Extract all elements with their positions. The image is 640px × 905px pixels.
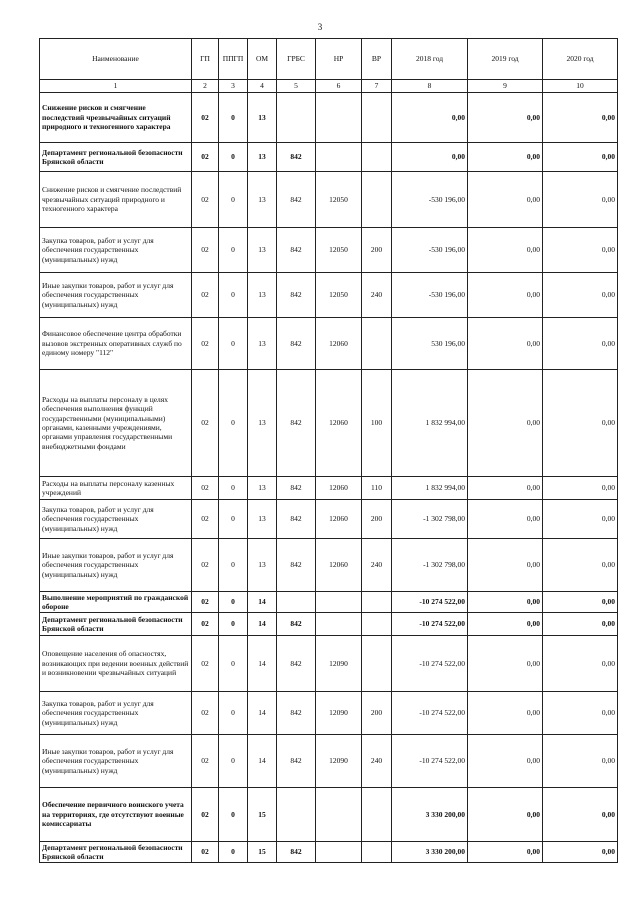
cell-vr: [362, 93, 392, 143]
cell-nr: 12060: [316, 539, 362, 592]
cell-om: 13: [248, 93, 277, 143]
cell-grbs: 842: [277, 318, 316, 370]
cell-om: 13: [248, 228, 277, 273]
cell-y2018: -10 274 522,00: [392, 692, 468, 735]
budget-table: [39, 38, 618, 863]
table-row: [40, 370, 618, 477]
cell-grbs: 842: [277, 500, 316, 539]
cell-y2018: -10 274 522,00: [392, 735, 468, 788]
table-row: [40, 477, 618, 500]
cell-om: 13: [248, 539, 277, 592]
cell-grbs: 842: [277, 636, 316, 692]
cell-y2020: 0,00: [543, 613, 618, 636]
cell-vr: [362, 318, 392, 370]
cell-vr: 200: [362, 500, 392, 539]
header-vr: ВР: [362, 39, 392, 80]
cell-name: Выполнение мероприятий по гражданской обороне: [40, 592, 192, 613]
cell-y2018: 3 330 200,00: [392, 788, 468, 842]
cell-name: Оповещение населения об опасностях, возникающих при ведении военных действий и возникновении чрезвычайных ситуаций: [40, 636, 192, 692]
cell-grbs: [277, 788, 316, 842]
page-number: 3: [317, 22, 323, 32]
cell-y2020: 0,00: [543, 539, 618, 592]
header-grbs: ГРБС: [277, 39, 316, 80]
cell-ppgp: 0: [219, 228, 248, 273]
cell-y2020: 0,00: [543, 735, 618, 788]
cell-y2018: -1 302 798,00: [392, 500, 468, 539]
cell-y2019: 0,00: [468, 613, 543, 636]
cell-grbs: 842: [277, 228, 316, 273]
cell-y2018: -10 274 522,00: [392, 613, 468, 636]
cell-om: 13: [248, 477, 277, 500]
table-row: [40, 539, 618, 592]
cell-y2020: 0,00: [543, 143, 618, 172]
cell-y2019: 0,00: [468, 539, 543, 592]
cell-nr: [316, 592, 362, 613]
cell-grbs: 842: [277, 735, 316, 788]
cell-name: Обеспечение первичного воинского учета на территориях, где отсутствуют военные комиссариаты: [40, 788, 192, 842]
cell-y2018: 1 832 994,00: [392, 477, 468, 500]
cell-gp: 02: [192, 172, 219, 228]
cell-y2019: 0,00: [468, 842, 543, 863]
cell-ppgp: 0: [219, 788, 248, 842]
cell-y2020: 0,00: [543, 172, 618, 228]
cell-name: Иные закупки товаров, работ и услуг для обеспечения государственных (муниципальных) нужд: [40, 273, 192, 318]
table-row: [40, 692, 618, 735]
header-row: [40, 39, 618, 80]
column-number: 1: [40, 80, 192, 93]
cell-grbs: 842: [277, 273, 316, 318]
cell-y2019: 0,00: [468, 273, 543, 318]
cell-vr: 240: [362, 539, 392, 592]
table-row: [40, 500, 618, 539]
cell-gp: 02: [192, 370, 219, 477]
cell-om: 13: [248, 172, 277, 228]
cell-name: Департамент региональной безопасности Брянской области: [40, 613, 192, 636]
cell-y2019: 0,00: [468, 318, 543, 370]
cell-grbs: 842: [277, 370, 316, 477]
cell-gp: 02: [192, 842, 219, 863]
cell-y2020: 0,00: [543, 477, 618, 500]
cell-gp: 02: [192, 500, 219, 539]
cell-y2020: 0,00: [543, 788, 618, 842]
cell-y2019: 0,00: [468, 500, 543, 539]
cell-name: Иные закупки товаров, работ и услуг для обеспечения государственных (муниципальных) нужд: [40, 539, 192, 592]
cell-name: Финансовое обеспечение центра обработки вызовов экстренных оперативных служб по единому номеру "112": [40, 318, 192, 370]
cell-y2019: 0,00: [468, 592, 543, 613]
header-om: ОМ: [248, 39, 277, 80]
cell-om: 14: [248, 613, 277, 636]
cell-vr: 200: [362, 692, 392, 735]
cell-vr: 200: [362, 228, 392, 273]
cell-ppgp: 0: [219, 273, 248, 318]
table-row: [40, 735, 618, 788]
cell-grbs: 842: [277, 692, 316, 735]
cell-y2019: 0,00: [468, 228, 543, 273]
cell-gp: 02: [192, 273, 219, 318]
table-row: [40, 592, 618, 613]
column-number: 6: [316, 80, 362, 93]
cell-grbs: [277, 592, 316, 613]
cell-om: 14: [248, 636, 277, 692]
cell-name: Расходы на выплаты персоналу казенных учреждений: [40, 477, 192, 500]
cell-vr: 110: [362, 477, 392, 500]
cell-y2020: 0,00: [543, 273, 618, 318]
cell-vr: 240: [362, 735, 392, 788]
cell-gp: 02: [192, 613, 219, 636]
column-number: 10: [543, 80, 618, 93]
cell-grbs: 842: [277, 172, 316, 228]
cell-name: Снижение рисков и смягчение последствий чрезвычайных ситуаций природного и техногенного характера: [40, 93, 192, 143]
cell-nr: 12050: [316, 172, 362, 228]
cell-y2020: 0,00: [543, 500, 618, 539]
cell-vr: [362, 143, 392, 172]
cell-om: 13: [248, 318, 277, 370]
cell-nr: [316, 842, 362, 863]
cell-grbs: [277, 93, 316, 143]
cell-ppgp: 0: [219, 318, 248, 370]
cell-gp: 02: [192, 692, 219, 735]
cell-nr: [316, 93, 362, 143]
cell-ppgp: 0: [219, 539, 248, 592]
cell-y2020: 0,00: [543, 370, 618, 477]
cell-name: Департамент региональной безопасности Брянской области: [40, 842, 192, 863]
cell-y2020: 0,00: [543, 636, 618, 692]
table-row: [40, 636, 618, 692]
cell-vr: 240: [362, 273, 392, 318]
cell-nr: 12060: [316, 500, 362, 539]
cell-y2020: 0,00: [543, 692, 618, 735]
cell-ppgp: 0: [219, 143, 248, 172]
header-nr: НР: [316, 39, 362, 80]
table-row: [40, 318, 618, 370]
cell-gp: 02: [192, 318, 219, 370]
cell-y2020: 0,00: [543, 842, 618, 863]
cell-nr: 12090: [316, 636, 362, 692]
cell-gp: 02: [192, 636, 219, 692]
table-row: [40, 228, 618, 273]
cell-vr: [362, 592, 392, 613]
cell-ppgp: 0: [219, 477, 248, 500]
cell-y2018: -530 196,00: [392, 172, 468, 228]
cell-om: 13: [248, 370, 277, 477]
cell-gp: 02: [192, 93, 219, 143]
column-number-row: [40, 80, 618, 93]
cell-ppgp: 0: [219, 613, 248, 636]
table-row: [40, 143, 618, 172]
cell-grbs: 842: [277, 143, 316, 172]
cell-nr: [316, 788, 362, 842]
cell-y2018: -10 274 522,00: [392, 592, 468, 613]
cell-y2019: 0,00: [468, 788, 543, 842]
cell-y2020: 0,00: [543, 592, 618, 613]
cell-nr: 12050: [316, 273, 362, 318]
cell-vr: [362, 172, 392, 228]
cell-name: Закупка товаров, работ и услуг для обеспечения государственных (муниципальных) нужд: [40, 228, 192, 273]
cell-ppgp: 0: [219, 636, 248, 692]
cell-gp: 02: [192, 592, 219, 613]
cell-om: 13: [248, 500, 277, 539]
cell-ppgp: 0: [219, 93, 248, 143]
cell-y2019: 0,00: [468, 735, 543, 788]
table-row: [40, 93, 618, 143]
table-row: [40, 273, 618, 318]
cell-y2019: 0,00: [468, 93, 543, 143]
cell-y2018: 0,00: [392, 93, 468, 143]
cell-y2018: 0,00: [392, 143, 468, 172]
cell-nr: 12090: [316, 692, 362, 735]
table-row: [40, 172, 618, 228]
header-2018: 2018 год: [392, 39, 468, 80]
table-row: [40, 788, 618, 842]
cell-om: 14: [248, 735, 277, 788]
cell-vr: [362, 613, 392, 636]
cell-grbs: 842: [277, 539, 316, 592]
cell-y2018: 1 832 994,00: [392, 370, 468, 477]
cell-y2018: 530 196,00: [392, 318, 468, 370]
cell-name: Закупка товаров, работ и услуг для обеспечения государственных (муниципальных) нужд: [40, 692, 192, 735]
cell-y2018: -530 196,00: [392, 228, 468, 273]
cell-nr: [316, 613, 362, 636]
cell-grbs: 842: [277, 842, 316, 863]
cell-nr: 12090: [316, 735, 362, 788]
cell-gp: 02: [192, 143, 219, 172]
cell-gp: 02: [192, 788, 219, 842]
cell-name: Департамент региональной безопасности Брянской области: [40, 143, 192, 172]
cell-name: Закупка товаров, работ и услуг для обеспечения государственных (муниципальных) нужд: [40, 500, 192, 539]
header-name: Наименование: [40, 39, 192, 80]
cell-nr: 12050: [316, 228, 362, 273]
header-gp: ГП: [192, 39, 219, 80]
header-2019: 2019 год: [468, 39, 543, 80]
cell-name: Иные закупки товаров, работ и услуг для обеспечения государственных (муниципальных) нужд: [40, 735, 192, 788]
cell-y2018: 3 330 200,00: [392, 842, 468, 863]
cell-y2019: 0,00: [468, 370, 543, 477]
cell-nr: 12060: [316, 370, 362, 477]
cell-vr: 100: [362, 370, 392, 477]
cell-y2019: 0,00: [468, 692, 543, 735]
cell-nr: 12060: [316, 318, 362, 370]
cell-ppgp: 0: [219, 592, 248, 613]
cell-name: Расходы на выплаты персоналу в целях обеспечения выполнения функций государственными (муниципальными) органами, казенными учреждениями, органами управления государственными внебюджетными фондами: [40, 370, 192, 477]
cell-vr: [362, 636, 392, 692]
cell-om: 13: [248, 273, 277, 318]
cell-y2019: 0,00: [468, 143, 543, 172]
cell-y2018: -530 196,00: [392, 273, 468, 318]
cell-gp: 02: [192, 477, 219, 500]
cell-gp: 02: [192, 735, 219, 788]
column-number: 8: [392, 80, 468, 93]
cell-om: 13: [248, 143, 277, 172]
column-number: 9: [468, 80, 543, 93]
cell-y2020: 0,00: [543, 93, 618, 143]
cell-ppgp: 0: [219, 500, 248, 539]
cell-ppgp: 0: [219, 370, 248, 477]
cell-ppgp: 0: [219, 172, 248, 228]
cell-y2020: 0,00: [543, 228, 618, 273]
column-number: 3: [219, 80, 248, 93]
cell-grbs: 842: [277, 613, 316, 636]
cell-vr: [362, 842, 392, 863]
cell-gp: 02: [192, 228, 219, 273]
cell-ppgp: 0: [219, 842, 248, 863]
cell-ppgp: 0: [219, 735, 248, 788]
cell-y2019: 0,00: [468, 172, 543, 228]
cell-om: 15: [248, 788, 277, 842]
header-2020: 2020 год: [543, 39, 618, 80]
cell-y2019: 0,00: [468, 636, 543, 692]
table-row: [40, 842, 618, 863]
column-number: 5: [277, 80, 316, 93]
cell-nr: 12060: [316, 477, 362, 500]
cell-y2018: -1 302 798,00: [392, 539, 468, 592]
cell-grbs: 842: [277, 477, 316, 500]
cell-y2018: -10 274 522,00: [392, 636, 468, 692]
column-number: 2: [192, 80, 219, 93]
cell-gp: 02: [192, 539, 219, 592]
table-row: [40, 613, 618, 636]
cell-om: 14: [248, 692, 277, 735]
cell-vr: [362, 788, 392, 842]
cell-y2020: 0,00: [543, 318, 618, 370]
header-ppgp: ППГП: [219, 39, 248, 80]
cell-om: 15: [248, 842, 277, 863]
cell-name: Снижение рисков и смягчение последствий чрезвычайных ситуаций природного и техногенного характера: [40, 172, 192, 228]
column-number: 7: [362, 80, 392, 93]
cell-y2019: 0,00: [468, 477, 543, 500]
cell-nr: [316, 143, 362, 172]
cell-ppgp: 0: [219, 692, 248, 735]
cell-om: 14: [248, 592, 277, 613]
column-number: 4: [248, 80, 277, 93]
